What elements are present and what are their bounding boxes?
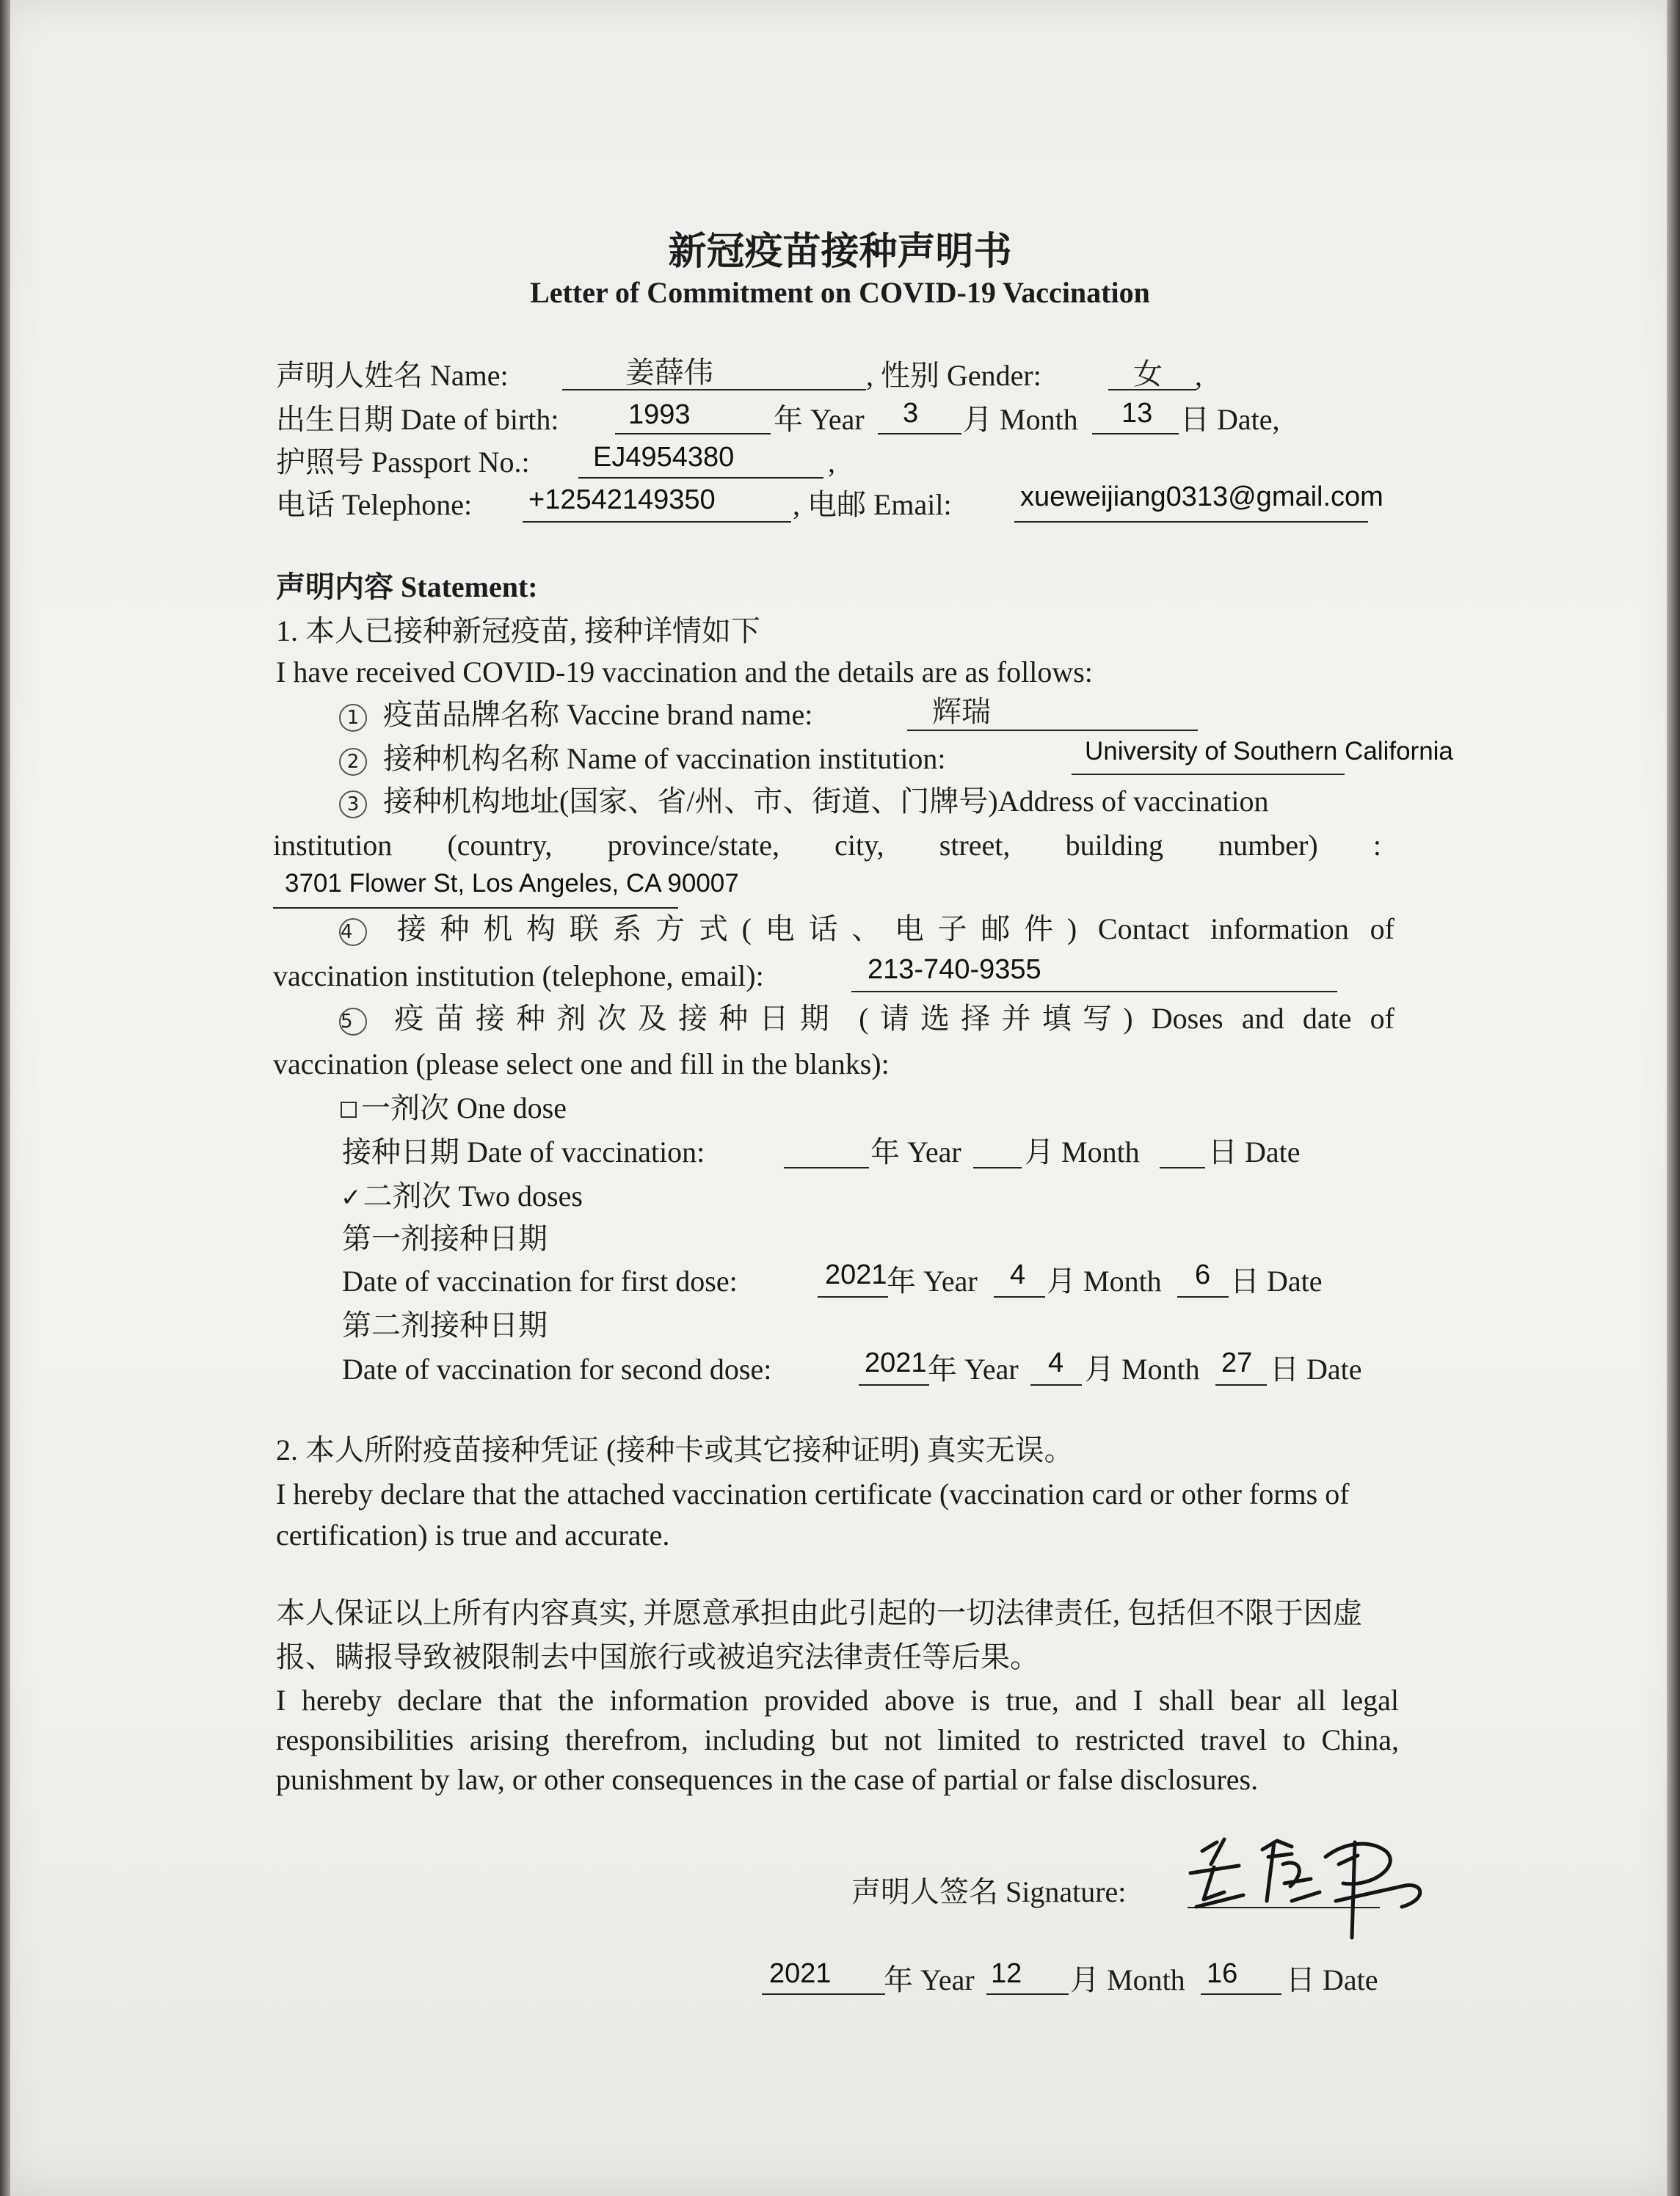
first-dose-month: 4 bbox=[1010, 1259, 1026, 1290]
statement-heading: 声明内容 Statement: bbox=[276, 570, 538, 603]
sign-month-label: 月 Month bbox=[1070, 1963, 1185, 1996]
sign-year: 2021 bbox=[769, 1958, 832, 1989]
q4-row bbox=[339, 912, 1394, 947]
passport-underline bbox=[578, 477, 823, 479]
q3-row bbox=[339, 784, 1269, 819]
page-edge-left bbox=[0, 0, 10, 2196]
second-dose-month-underline bbox=[1030, 1384, 1082, 1386]
dob-month: 3 bbox=[903, 398, 919, 429]
document-title-cn: 新冠疫苗接种声明书 bbox=[668, 231, 1012, 273]
pledge-cn: 本人保证以上所有内容真实, 并愿意承担由此引起的一切法律责任, 包括但不限于因虚报、瞒报导致被限制去中国旅行或被追究法律责任等后果。 bbox=[276, 1596, 1362, 1673]
email-value: xueweijiang0313@gmail.com bbox=[1020, 481, 1383, 512]
first-dose-year-label: 年 Year bbox=[887, 1265, 978, 1298]
q4-value: 213-740-9355 bbox=[868, 954, 1041, 985]
sign-day-label: 日 Date bbox=[1286, 1963, 1378, 1996]
dob-day: 13 bbox=[1121, 398, 1153, 429]
q2-value: University of Southern California bbox=[1085, 737, 1453, 766]
q1-value: 辉瑞 bbox=[932, 695, 991, 728]
one-dose-month-label: 月 Month bbox=[1025, 1135, 1140, 1168]
q4-underline bbox=[851, 991, 1337, 992]
second-dose-month: 4 bbox=[1048, 1348, 1064, 1378]
sign-month: 12 bbox=[991, 1958, 1022, 1989]
email-underline bbox=[1014, 521, 1368, 523]
dob-year-underline bbox=[615, 433, 771, 435]
sign-day-underline bbox=[1201, 1993, 1281, 1995]
q4-label-line2: vaccination institution (telephone, email): bbox=[273, 959, 764, 992]
name-value: 姜薛伟 bbox=[625, 356, 713, 389]
one-dose-row bbox=[341, 1091, 567, 1126]
second-dose-day-underline bbox=[1215, 1384, 1267, 1386]
first-dose-day-underline bbox=[1177, 1296, 1229, 1298]
page-edge-right bbox=[1667, 0, 1680, 2196]
sign-year-underline bbox=[762, 1993, 885, 1995]
second-dose-day-label: 日 Date bbox=[1270, 1353, 1362, 1386]
dob-day-underline bbox=[1092, 433, 1179, 435]
dob-month-underline bbox=[878, 433, 961, 435]
signature-label: 声明人签名 Signature: bbox=[851, 1875, 1127, 1908]
q4-number: 4 bbox=[339, 918, 367, 946]
dob-year: 1993 bbox=[628, 399, 691, 430]
q5-label-line2: vaccination (please select one and fill in the blanks): bbox=[273, 1047, 890, 1080]
one-dose-day-label: 日 Date bbox=[1208, 1135, 1301, 1168]
q3-label-line2: institution (country, province/state, city, street, building number) : bbox=[273, 829, 1381, 862]
two-doses-label: 二剂次 Two doses bbox=[363, 1179, 583, 1212]
name-underline bbox=[562, 389, 866, 390]
dob-day-label: 日 Date, bbox=[1180, 403, 1280, 436]
second-dose-day: 27 bbox=[1221, 1348, 1253, 1378]
one-dose-label: 一剂次 One dose bbox=[361, 1091, 567, 1124]
q3-number: 3 bbox=[339, 790, 367, 818]
second-dose-cn: 第二剂接种日期 bbox=[342, 1309, 548, 1342]
dob-label: 出生日期 Date of birth: bbox=[276, 403, 559, 436]
q5-row bbox=[339, 1001, 1394, 1036]
sign-year-label: 年 Year bbox=[884, 1963, 975, 1996]
one-dose-year-underline bbox=[784, 1167, 869, 1168]
first-dose-year: 2021 bbox=[825, 1259, 887, 1290]
sign-day: 16 bbox=[1207, 1958, 1238, 1989]
telephone-label: 电话 Telephone: bbox=[276, 488, 473, 521]
q5-number: 5 bbox=[339, 1008, 367, 1036]
email-label: , 电邮 Email: bbox=[793, 488, 952, 521]
name-label: 声明人姓名 Name: bbox=[276, 359, 509, 392]
one-dose-checkbox[interactable] bbox=[341, 1102, 357, 1118]
item2-en: I hereby declare that the attached vaccination certificate (vaccination card or other forms of certification) is true and accurate. bbox=[276, 1477, 1350, 1552]
first-dose-label: Date of vaccination for first dose: bbox=[342, 1265, 738, 1298]
one-dose-date-label: 接种日期 Date of vaccination: bbox=[342, 1135, 705, 1168]
telephone-underline bbox=[523, 521, 791, 523]
item1-en: I have received COVID-19 vaccination and the details are as follows: bbox=[276, 655, 1093, 688]
q1-label: 疫苗品牌名称 Vaccine brand name: bbox=[383, 698, 813, 731]
second-dose-label: Date of vaccination for second dose: bbox=[342, 1353, 772, 1386]
item1-cn: 1. 本人已接种新冠疫苗, 接种详情如下 bbox=[276, 614, 760, 647]
q2-label: 接种机构名称 Name of vaccination institution: bbox=[383, 742, 946, 775]
dob-year-label: 年 Year bbox=[774, 403, 865, 436]
second-dose-month-label: 月 Month bbox=[1085, 1353, 1200, 1386]
gender-comma: , bbox=[1195, 359, 1202, 392]
q3-underline bbox=[273, 907, 678, 909]
dob-month-label: 月 Month bbox=[963, 403, 1078, 436]
second-dose-year-label: 年 Year bbox=[928, 1353, 1019, 1386]
q5-label: 疫苗接种剂次及接种日期 (请选择并填写) Doses and date of bbox=[383, 1002, 1394, 1035]
pledge-en: I hereby declare that the information provided above is true, and I shall bear all legal responsibilities arising therefrom, including but not limited to restricted travel to China, punishment by law, or other consequences in the case of partial or false disclosures. bbox=[276, 1684, 1399, 1796]
passport-label: 护照号 Passport No.: bbox=[276, 446, 530, 479]
sign-month-underline bbox=[986, 1993, 1069, 1995]
q2-number: 2 bbox=[339, 748, 367, 776]
first-dose-month-underline bbox=[994, 1296, 1045, 1298]
item2-cn: 2. 本人所附疫苗接种凭证 (接种卡或其它接种证明) 真实无误。 bbox=[276, 1433, 1074, 1466]
handwritten-signature bbox=[1182, 1813, 1431, 1945]
second-dose-year-underline bbox=[859, 1384, 929, 1386]
first-dose-cn: 第一剂接种日期 bbox=[342, 1222, 548, 1255]
gender-value: 女 bbox=[1133, 357, 1163, 390]
first-dose-day: 6 bbox=[1195, 1259, 1211, 1290]
first-dose-day-label: 日 Date bbox=[1230, 1265, 1323, 1298]
one-dose-day-underline bbox=[1160, 1167, 1205, 1168]
two-doses-row bbox=[341, 1179, 583, 1214]
telephone-value: +12542149350 bbox=[528, 484, 716, 515]
q4-label: 接种机构联系方式(电话、电子邮件) Contact information of bbox=[383, 912, 1394, 945]
one-dose-month-underline bbox=[973, 1167, 1022, 1168]
passport-value: EJ4954380 bbox=[593, 442, 735, 473]
one-dose-year-label: 年 Year bbox=[870, 1135, 961, 1168]
q1-row bbox=[339, 697, 812, 732]
first-dose-month-label: 月 Month bbox=[1047, 1265, 1162, 1298]
passport-comma: , bbox=[828, 446, 835, 479]
first-dose-year-underline bbox=[818, 1296, 888, 1298]
q3-label: 接种机构地址(国家、省/州、市、街道、门牌号)Address of vaccination bbox=[383, 785, 1269, 818]
second-dose-year: 2021 bbox=[865, 1348, 927, 1378]
two-doses-checkbox[interactable]: ✓ bbox=[341, 1183, 362, 1212]
q3-value: 3701 Flower St, Los Angeles, CA 90007 bbox=[285, 869, 739, 898]
document-title-en: Letter of Commitment on COVID-19 Vaccination bbox=[530, 276, 1150, 309]
q1-number: 1 bbox=[339, 704, 367, 732]
q2-underline bbox=[1072, 774, 1345, 775]
q2-row bbox=[339, 741, 946, 777]
gender-label: , 性别 Gender: bbox=[866, 359, 1041, 392]
